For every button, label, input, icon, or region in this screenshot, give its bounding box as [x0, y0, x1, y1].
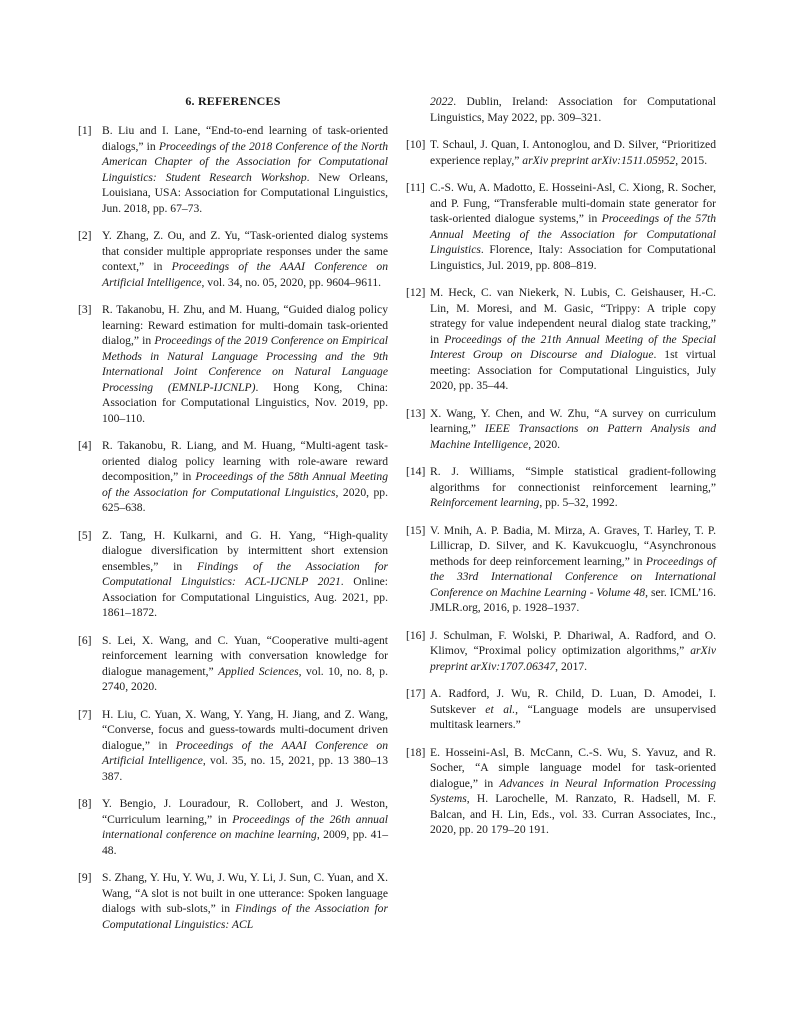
reference-number: [17]	[406, 687, 426, 700]
reference-number: [12]	[406, 286, 426, 299]
reference-number: [6]	[78, 633, 92, 647]
reference-13: [13] X. Wang, Y. Chen, and W. Zhu, “A survey on curriculum learning,” IEEE Transactions on Pattern Analysis and Machine Intelligence, 2020.	[406, 406, 716, 451]
references-heading: 6. REFERENCES	[185, 94, 281, 108]
reference-9-continuation: 2022. Dublin, Ireland: Association for Computational Linguistics, May 2022, pp. 309–321.	[430, 95, 716, 124]
reference-number: [5]	[78, 528, 92, 542]
reference-number: [8]	[78, 797, 92, 810]
reference-9: [9] S. Zhang, Y. Hu, Y. Wu, J. Wu, Y. Li, J. Sun, C. Yuan, and X. Wang, “A slot is not built in one utterance: Spoken language dialogs with sub-slots,” in Findings of the Association for Computational Linguistics: ACL	[78, 871, 388, 931]
reference-3: [3] R. Takanobu, H. Zhu, and M. Huang, “Guided dialog policy learning: Reward estimation for multi-domain task-oriented dialog,” in Proceedings of the 2019 Conference on Empirical Methods in Natural Language Processing and the 9th International Joint Conference on Natural Language Processing (EMNLP-IJCNLP). Hong Kong, China: Association for Computational Linguistics, Nov. 2019, pp. 100–110.	[78, 303, 388, 425]
reference-14: [14] R. J. Williams, “Simple statistical gradient-following algorithms for connectionist reinforcement learning,” Reinforcement learning, pp. 5–32, 1992.	[406, 465, 716, 509]
reference-number: [11]	[406, 181, 425, 194]
reference-15: [15] V. Mnih, A. P. Badia, M. Mirza, A. Graves, T. Harley, T. P. Lillicrap, D. Silver, and K. Kavukcuoglu, “Asynchronous methods for deep reinforcement learning,” in Proceedings of the 33rd International Conference on International Conference on Machine Learning - Volume 48, ser. ICML’16. JMLR.org, 2016, p. 1928–1937.	[406, 523, 717, 614]
reference-8: [8] Y. Bengio, J. Louradour, R. Collobert, and J. Weston, “Curriculum learning,” in Proceedings of the 26th annual international conference on machine learning, 2009, pp. 41–48.	[78, 797, 389, 857]
reference-7: [7] H. Liu, C. Yuan, X. Wang, Y. Yang, H. Jiang, and Z. Wang, “Converse, focus and guess-towards multi-document driven dialogue,” in Proceedings of the AAAI Conference on Artificial Intelligence, vol. 35, no. 15, 2021, pp. 13 380–13 387.	[78, 707, 389, 783]
reference-6: [6] S. Lei, X. Wang, and C. Yuan, “Cooperative multi-agent reinforcement learning with conversation knowledge for dialogue management,” Applied Sciences, vol. 10, no. 8, p. 2740, 2020.	[78, 633, 388, 693]
reference-number: [3]	[78, 303, 92, 316]
reference-10: [10] T. Schaul, J. Quan, I. Antonoglou, and D. Silver, “Prioritized experience replay,” arXiv preprint arXiv:1511.05952, 2015.	[406, 138, 716, 167]
reference-number: [18]	[406, 745, 426, 759]
reference-number: [10]	[406, 138, 426, 151]
reference-2: [2] Y. Zhang, Z. Ou, and Z. Yu, “Task-oriented dialog systems that consider multiple appropriate responses under the same context,” in Proceedings of the AAAI Conference on Artificial Intelligence, vol. 34, no. 05, 2020, pp. 9604–9611.	[78, 229, 389, 289]
reference-number: [16]	[406, 628, 426, 642]
reference-number: [2]	[78, 229, 92, 242]
reference-number: [7]	[78, 707, 92, 721]
reference-18: [18] E. Hosseini-Asl, B. McCann, C.-S. Wu, S. Yavuz, and R. Socher, “A simple language model for task-oriented dialogue,” in Advances in Neural Information Processing Systems, H. Larochelle, M. Ranzato, R. Hadsell, M. F. Balcan, and H. Lin, Eds., vol. 33. Curran Associates, Inc., 2020, pp. 20 179–20 191.	[406, 745, 716, 836]
reference-12: [12] M. Heck, C. van Niekerk, N. Lubis, C. Geishauser, H.-C. Lin, M. Moresi, and M. Gasic, “Trippy: A triple copy strategy for value independent neural dialog state tracking,” in Proceedings of the 21th Annual Meeting of the Special Interest Group on Discourse and Dialogue. 1st virtual meeting: Association for Computational Linguistics, July 2020, pp. 35–44.	[406, 286, 716, 392]
reference-4: [4] R. Takanobu, R. Liang, and M. Huang, “Multi-agent task-oriented dialog policy learning with role-aware reward decomposition,” in Proceedings of the 58th Annual Meeting of the Association for Computational Linguistics, 2020, pp. 625–638.	[78, 439, 388, 514]
reference-number: [1]	[78, 124, 92, 137]
reference-number: [14]	[406, 465, 426, 478]
reference-16: [16] J. Schulman, F. Wolski, P. Dhariwal, A. Radford, and O. Klimov, “Proximal policy optimization algorithms,” arXiv preprint arXiv:1707.06347, 2017.	[406, 628, 716, 673]
reference-number: [13]	[406, 406, 426, 420]
reference-number: [9]	[78, 871, 92, 884]
reference-number: [15]	[406, 523, 426, 537]
reference-5: [5] Z. Tang, H. Kulkarni, and G. H. Yang, “High-quality dialogue diversification by intermittent short extension ensembles,” in Findings of the Association for Computational Linguistics: ACL-IJCNLP 2021. Online: Association for Computational Linguistics, Aug. 2021, pp. 1861–1872.	[78, 528, 389, 619]
left-column	[78, 94, 388, 944]
reference-11: [11] C.-S. Wu, A. Madotto, E. Hosseini-Asl, C. Xiong, R. Socher, and P. Fung, “Transferable multi-domain state generator for task-oriented dialogue systems,” in Proceedings of the 57th Annual Meeting of the Association for Computational Linguistics. Florence, Italy: Association for Computational Linguistics, Jul. 2019, pp. 808–819.	[406, 181, 716, 272]
right-column	[406, 94, 716, 850]
reference-number: [4]	[78, 439, 92, 452]
reference-1: [1] B. Liu and I. Lane, “End-to-end learning of task-oriented dialogs,” in Proceedings of the 2018 Conference of the North American Chapter of the Association for Computational Linguistics: Student Research Workshop. New Orleans, Louisiana, USA: Association for Computational Linguistics, Jun. 2018, pp. 67–73.	[78, 124, 388, 215]
reference-17: [17] A. Radford, J. Wu, R. Child, D. Luan, D. Amodei, I. Sutskever et al., “Language models are unsupervised multitask learners.”	[406, 687, 716, 731]
